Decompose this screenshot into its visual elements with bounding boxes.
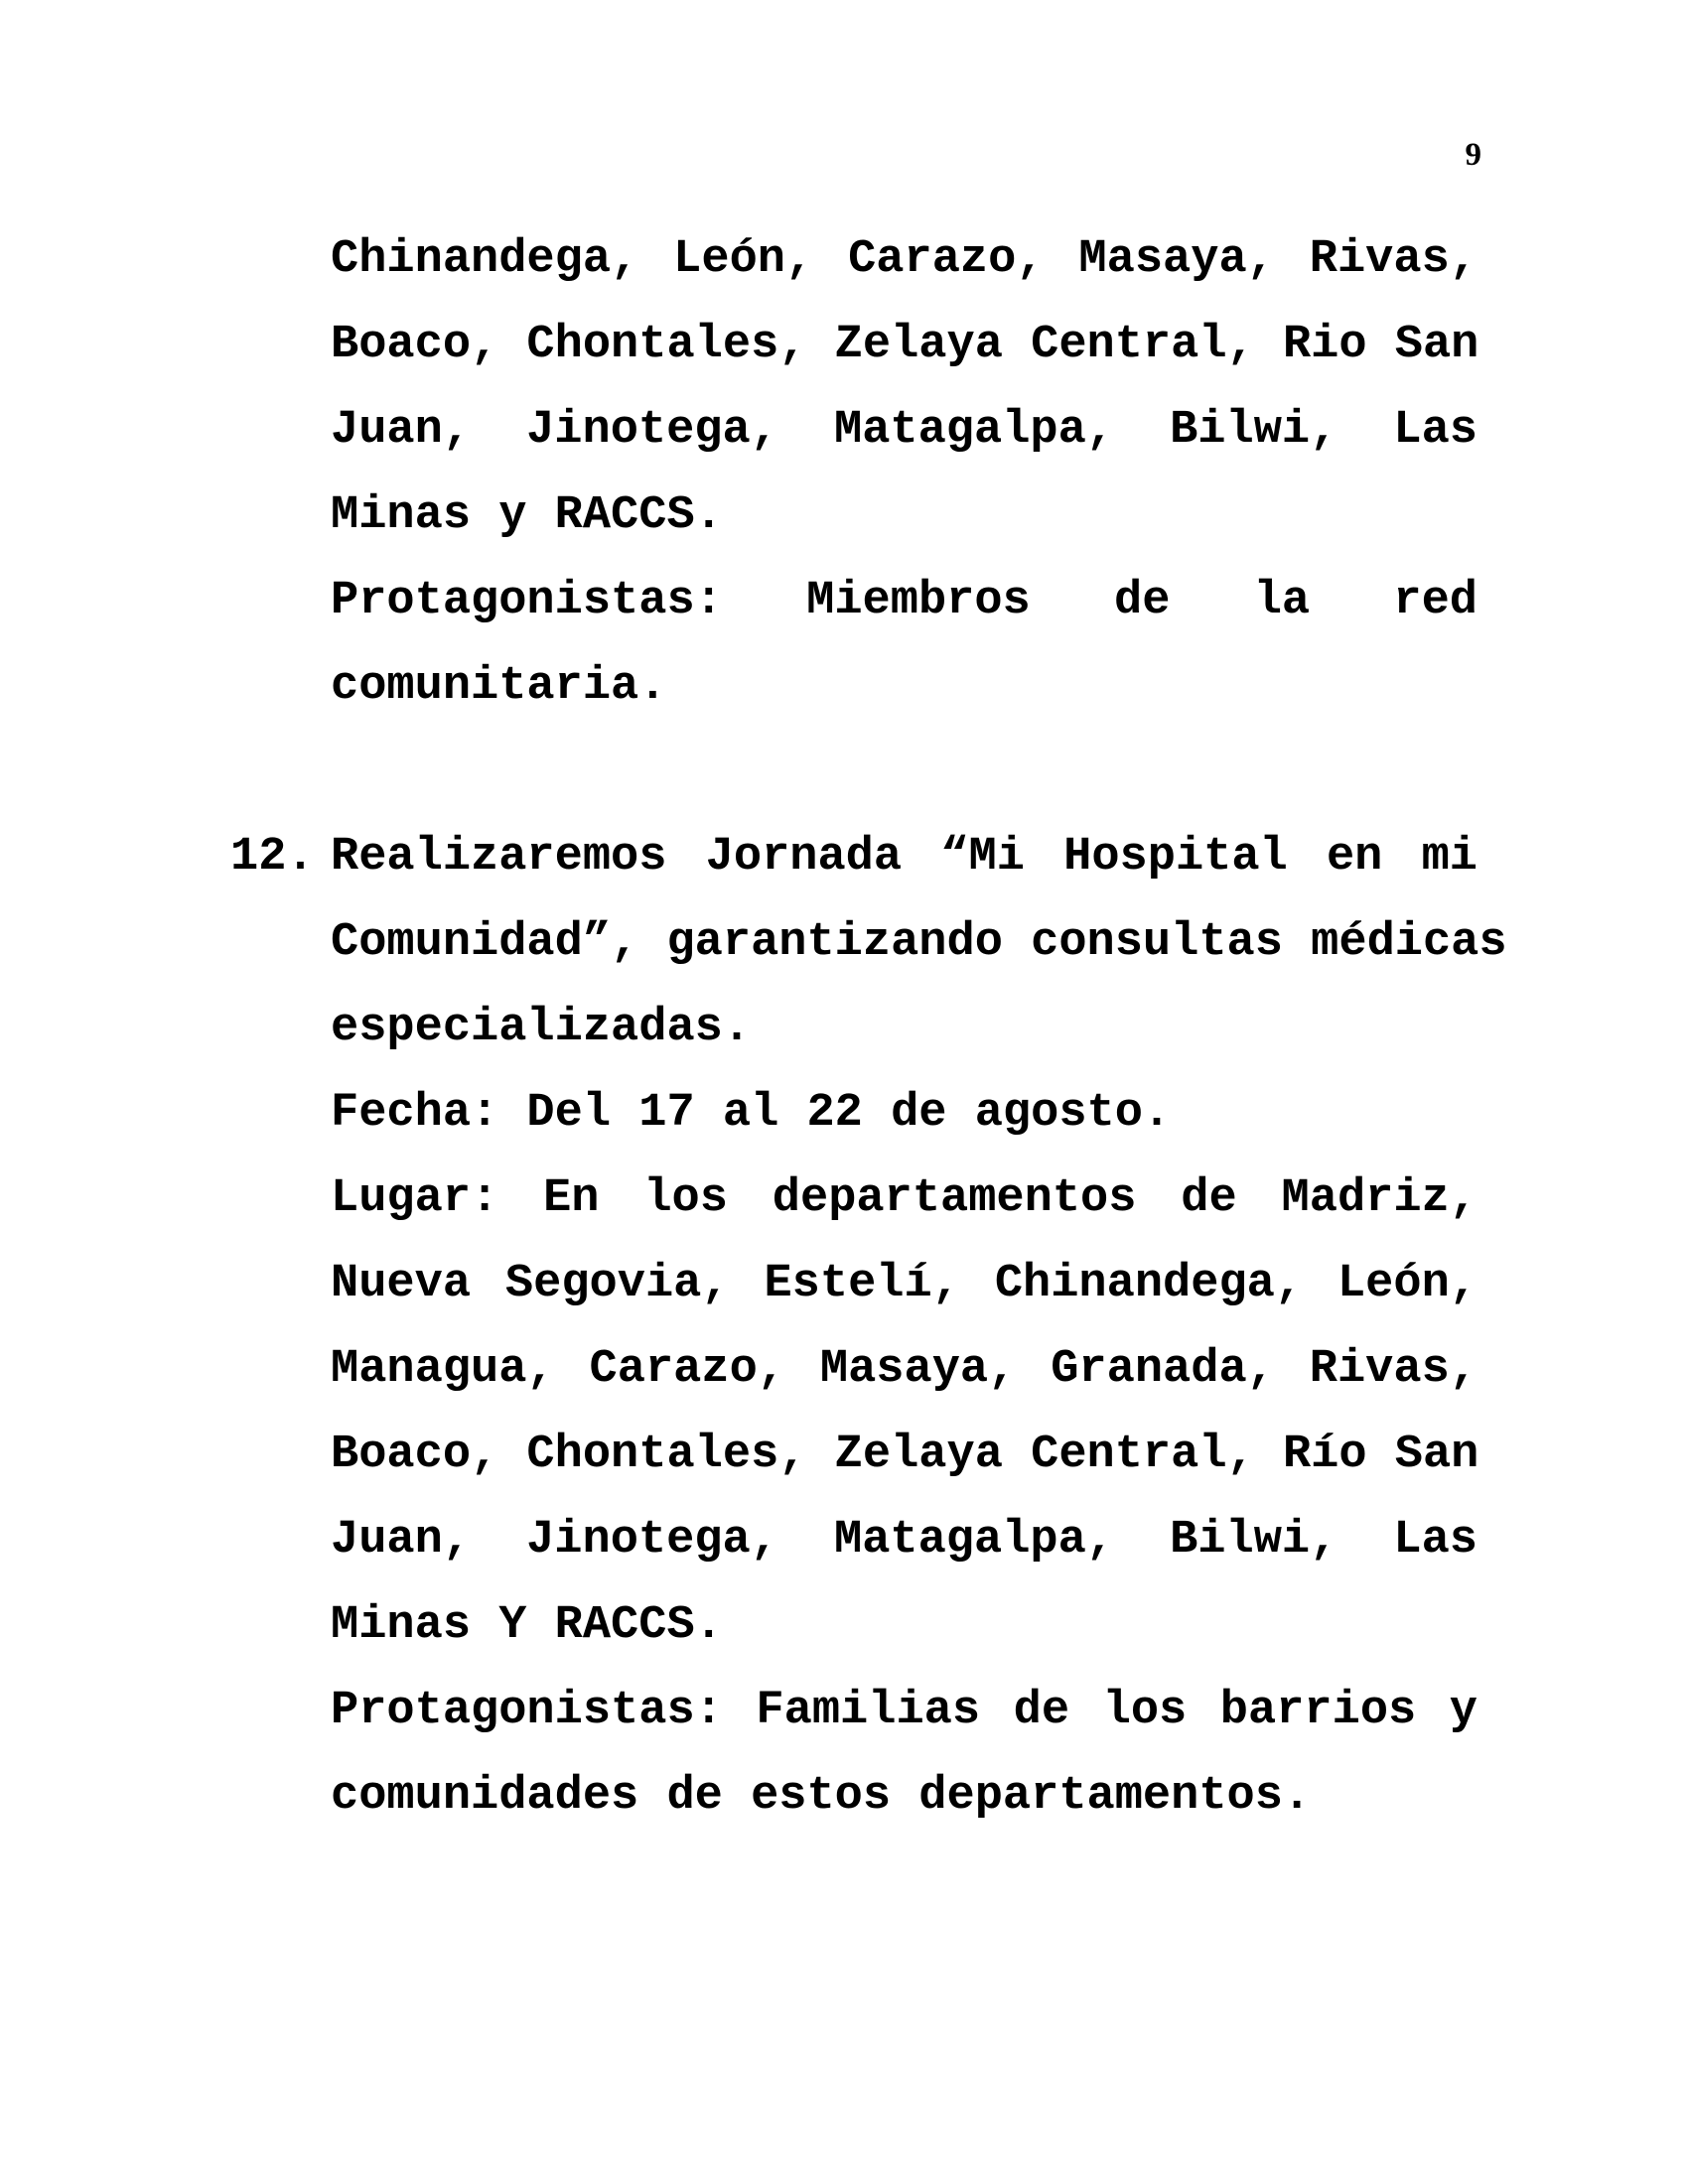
text-line: Fecha: Del 17 al 22 de agosto. [331, 1087, 1172, 1140]
text-line: Juan, Jinotega, Matagalpa, Bilwi, Las [331, 404, 1477, 457]
text-line: Lugar: En los departamentos de Madriz, [331, 1172, 1477, 1225]
text-line: Nueva Segovia, Estelí, Chinandega, León, [331, 1258, 1477, 1310]
text-line: Chinandega, León, Carazo, Masaya, Rivas, [331, 233, 1477, 286]
text-line: Protagonistas: Familias de los barrios y [331, 1685, 1477, 1737]
text-line: especializadas. [331, 1002, 752, 1054]
text-line: Protagonistas: Miembros de la red [331, 575, 1477, 627]
text-line: comunidades de estos departamentos. [331, 1770, 1312, 1823]
text-line: Managua, Carazo, Masaya, Granada, Rivas, [331, 1343, 1477, 1396]
page-number: 9 [1465, 137, 1481, 173]
text-line: Minas Y RACCS. [331, 1599, 723, 1652]
text-line: Comunidad”, garantizando consultas médicas [331, 916, 1507, 969]
text-line: Juan, Jinotega, Matagalpa, Bilwi, Las [331, 1514, 1477, 1567]
text-line: Boaco, Chontales, Zelaya Central, Río San [331, 1429, 1479, 1481]
text-line: Boaco, Chontales, Zelaya Central, Rio San [331, 319, 1479, 371]
list-item-number: 12. [230, 831, 315, 884]
text-line: Minas y RACCS. [331, 489, 723, 542]
text-line: comunitaria. [331, 660, 667, 713]
text-line: Realizaremos Jornada “Mi Hospital en mi [331, 831, 1477, 884]
